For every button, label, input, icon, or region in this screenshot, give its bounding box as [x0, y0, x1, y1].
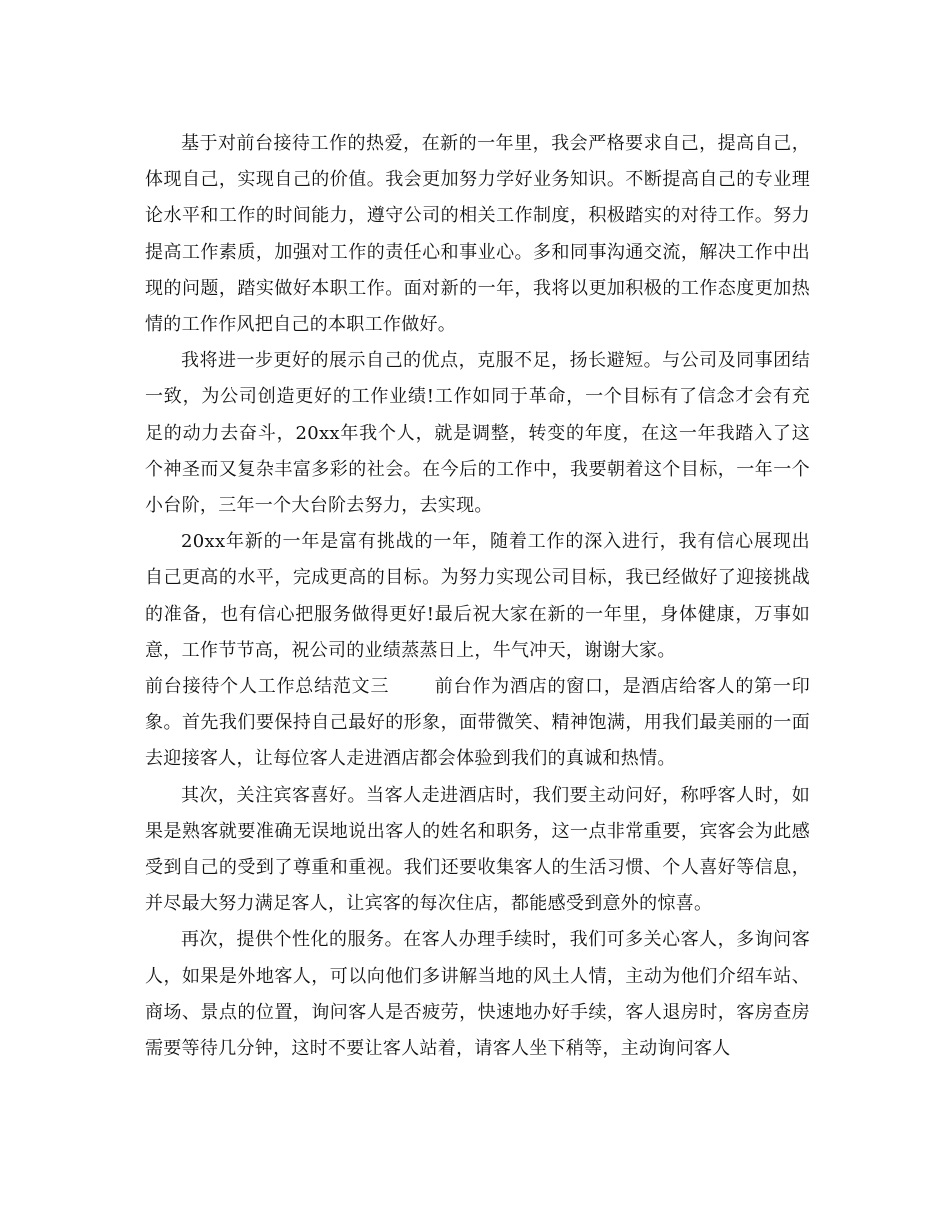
document-body: [145, 126, 810, 1067]
section-title: 前台接待个人工作总结范文三: [145, 676, 390, 698]
paragraph-5: 其次，关注宾客喜好。当客人走进酒店时，我们要主动问好，称呼客人时，如果是熟客就要准确无误地说出客人的姓名和职务，这一点非常重要，宾客会为此感受到自己的受到了尊重和重视。我们还要收集客人的生活习惯、个人喜好等信息，并尽最大努力满足客人，让宾客的每次住店，都能感受到意外的惊喜。: [145, 784, 810, 915]
paragraph-3: 20xx年新的一年是富有挑战的一年，随着工作的深入进行，我有信心展现出自己更高的水平，完成更高的目标。为努力实现公司目标，我已经做好了迎接挑战的准备，也有信心把服务做得更好!最后祝大家在新的一年里，身体健康，万事如意，工作节节高，祝公司的业绩蒸蒸日上，牛气冲天，谢谢大家。: [145, 531, 810, 661]
paragraph-6: 再次，提供个性化的服务。在客人办理手续时，我们可多关心客人，多询问客人，如果是外地客人，可以向他们多讲解当地的风土人情，主动为他们介绍车站、商场、景点的位置，询问客人是否疲劳，快速地办好手续，客人退房时，客房查房需要等待几分钟，这时不要让客人站着，请客人坐下稍等，主动询问客人: [145, 929, 810, 1060]
paragraph-1: 基于对前台接待工作的热爱，在新的一年里，我会严格要求自己，提高自己，体现自己，实现自己的价值。我会更加努力学好业务知识。不断提高自己的专业理论水平和工作的时间能力，遵守公司的相关工作制度，积极踏实的对待工作。努力提高工作素质，加强对工作的责任心和事业心。多和同事沟通交流，解决工作中出现的问题，踏实做好本职工作。面对新的一年，我将以更加积极的工作态度更加热情的工作作风把自己的本职工作做好。: [145, 133, 810, 336]
section-intro: 前台作为酒店的窗口，是酒店给客人的第一印象。首先我们要保持自己最好的形象，面带微笑、精神饱满，用我们最美丽的一面去迎接客人，让每位客人走进酒店都会体验到我们的真诚和热情。: [145, 676, 811, 770]
section-paragraph: [145, 669, 810, 778]
paragraph-2: 我将进一步更好的展示自己的优点，克服不足，扬长避短。与公司及同事团结一致，为公司创造更好的工作业绩!工作如同于革命，一个目标有了信念才会有充足的动力去奋斗，20xx年我个人，就是调整，转变的年度，在这一年我踏入了这个神圣而又复杂丰富多彩的社会。在今后的工作中，我要朝着这个目标，一年一个小台阶，三年一个大台阶去努力，去实现。: [145, 350, 810, 517]
